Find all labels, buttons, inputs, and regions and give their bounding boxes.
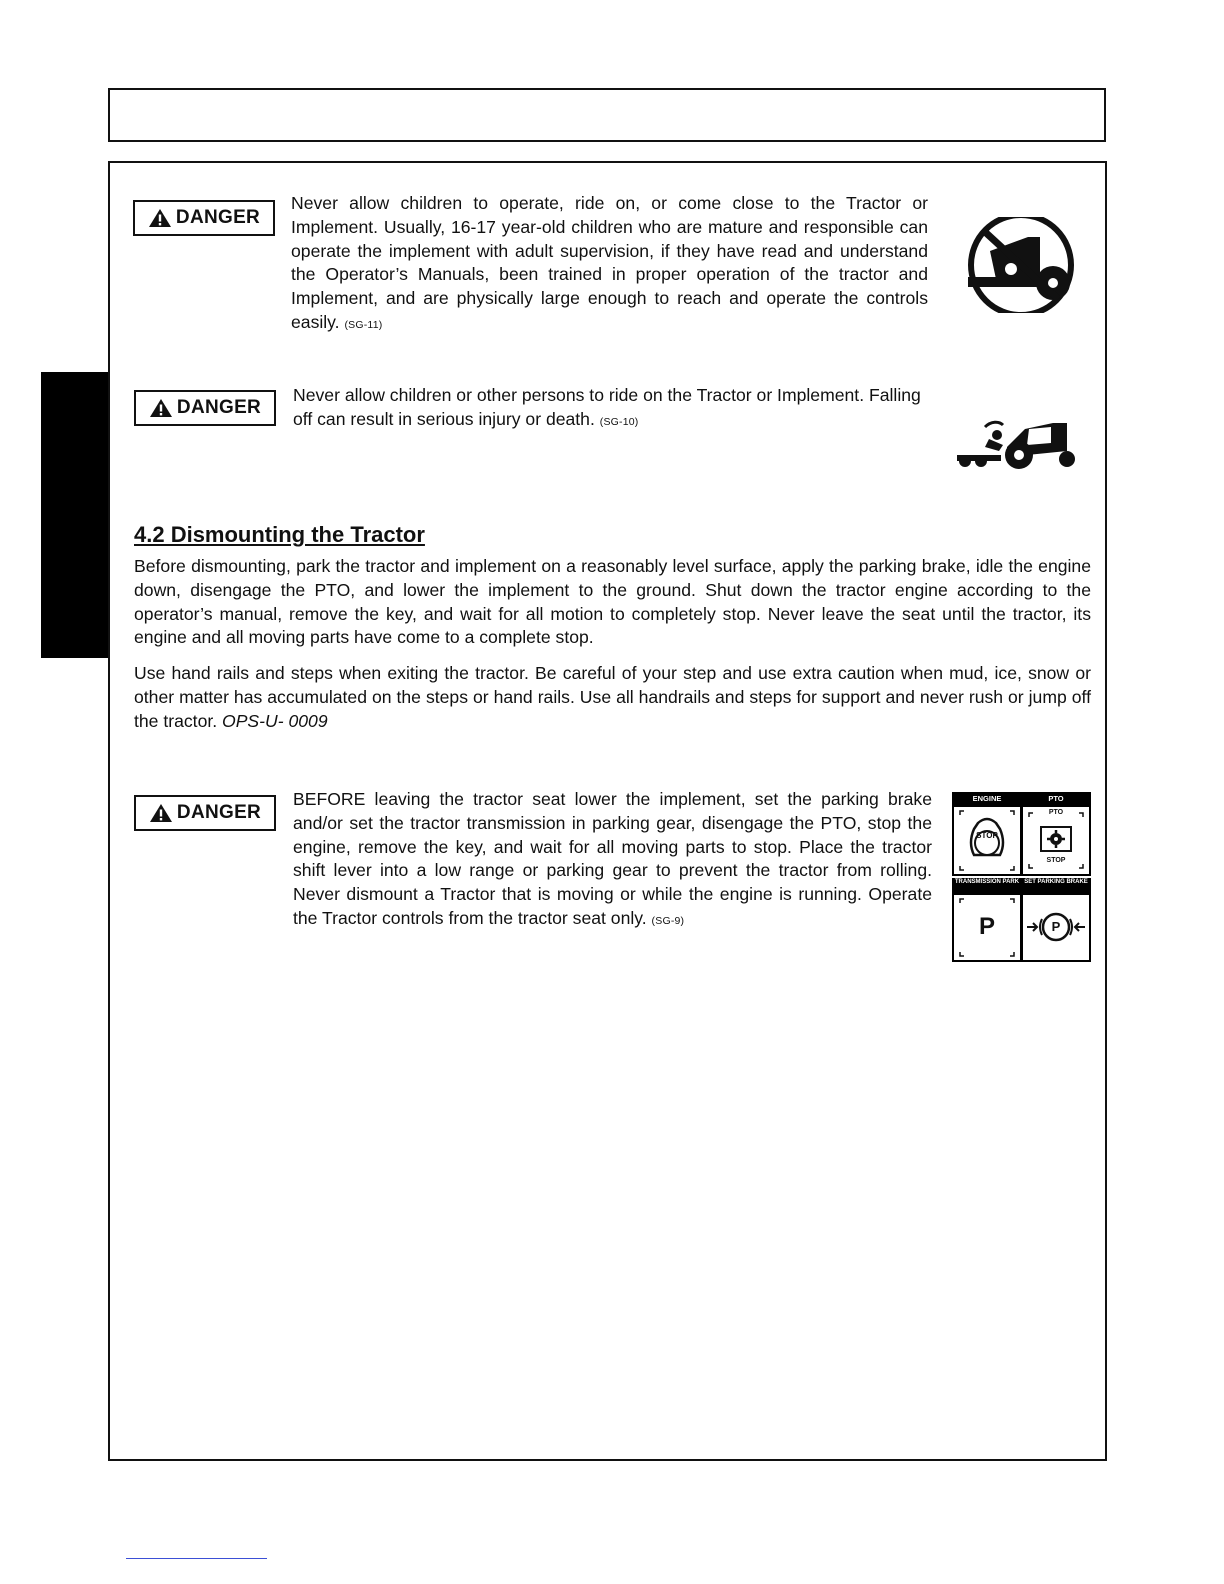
danger-badge-2 — [134, 390, 276, 426]
brake-letter: P — [1051, 919, 1061, 934]
section-paragraph-2: Use hand rails and steps when exiting the tractor. Be careful of your step and use extra caution when mud, ice, snow or other matter has accumulated on the steps or hand rails. Use all handrails and steps for support and never rush or jump off the tractor. OPS-U- 0009 — [134, 663, 1091, 731]
danger-label: DANGER — [176, 802, 262, 823]
danger-label: DANGER — [176, 397, 262, 418]
parking-brake-cell — [1021, 878, 1091, 962]
warning-text-1: Never allow children to operate, ride on, or come close to the Tractor or Implement. Usually, 16-17 year-old children who are mature and responsible can operate the implement with adult supervision, if they have read and understand the Operator’s Manuals, been trained in proper operation of the tractor and Implement, and are physically large enough to reach and operate the controls easily. (SG-11) — [291, 193, 928, 332]
warning-code-1: (SG-11) — [344, 318, 383, 331]
parking-brake-label: SET PARKING BRAKE — [1024, 879, 1088, 885]
pto-label: PTO — [1048, 794, 1064, 803]
tractor-controls-panel-icon — [952, 792, 1091, 962]
warning-code-3: (SG-9) — [651, 914, 685, 927]
warning-triangle-icon — [149, 398, 173, 418]
engine-stop-icon — [954, 807, 1020, 874]
warning-text-3: BEFORE leaving the tractor seat lower the implement, set the parking brake and/or set the tractor transmission in parking gear, disengage the PTO, stop the engine, remove the key, and wait for all moving parts to stop. Place the tractor shift lever into a low range or parking gear to prevent the tractor from rolling. Never dismount a Tractor that is moving or while the engine is running. Operate the Tractor controls from the tractor seat only. (SG-9) — [293, 789, 932, 928]
section-side-tab — [41, 372, 108, 658]
danger-badge-3 — [134, 795, 276, 831]
warning-code-2: (SG-10) — [599, 415, 639, 428]
no-children-on-tractor-icon — [966, 217, 1076, 313]
engine-stop-text: STOP — [976, 831, 998, 840]
ops-code: OPS-U- 0009 — [222, 710, 328, 731]
page-header-box — [108, 88, 1106, 142]
section-paragraph-1: Before dismounting, park the tractor and implement on a reasonably level surface, apply the parking brake, idle the engine down, disengage the PTO, and lower the implement to the ground. Shut down the tractor engine according to the operator’s manual, remove the key, and wait for all motion to completely stop. Never leave the seat until the tractor, its engine and all moving parts have come to a complete stop. — [134, 556, 1091, 648]
footer-link-underline — [126, 1558, 267, 1559]
transmission-park-cell — [952, 878, 1022, 962]
pto-stop-text: STOP — [1046, 857, 1066, 864]
person-falling-from-tractor-icon — [955, 417, 1079, 471]
park-letter: P — [978, 913, 995, 940]
danger-badge-1 — [133, 200, 275, 236]
transmission-park-label: TRANSMISSION PARK — [954, 879, 1020, 885]
warning-triangle-icon — [148, 208, 172, 228]
section-title: 4.2 Dismounting the Tractor — [134, 522, 425, 547]
pto-inner-text: PTO — [1048, 809, 1064, 816]
pto-stop-cell — [1021, 792, 1091, 876]
danger-label: DANGER — [175, 207, 261, 228]
warning-text-2: Never allow children or other persons to ride on the Tractor or Implement. Falling off can result in serious injury or death. (SG-10) — [293, 385, 921, 429]
engine-label: ENGINE — [972, 794, 1002, 803]
engine-stop-cell — [952, 792, 1022, 876]
warning-triangle-icon — [149, 803, 173, 823]
